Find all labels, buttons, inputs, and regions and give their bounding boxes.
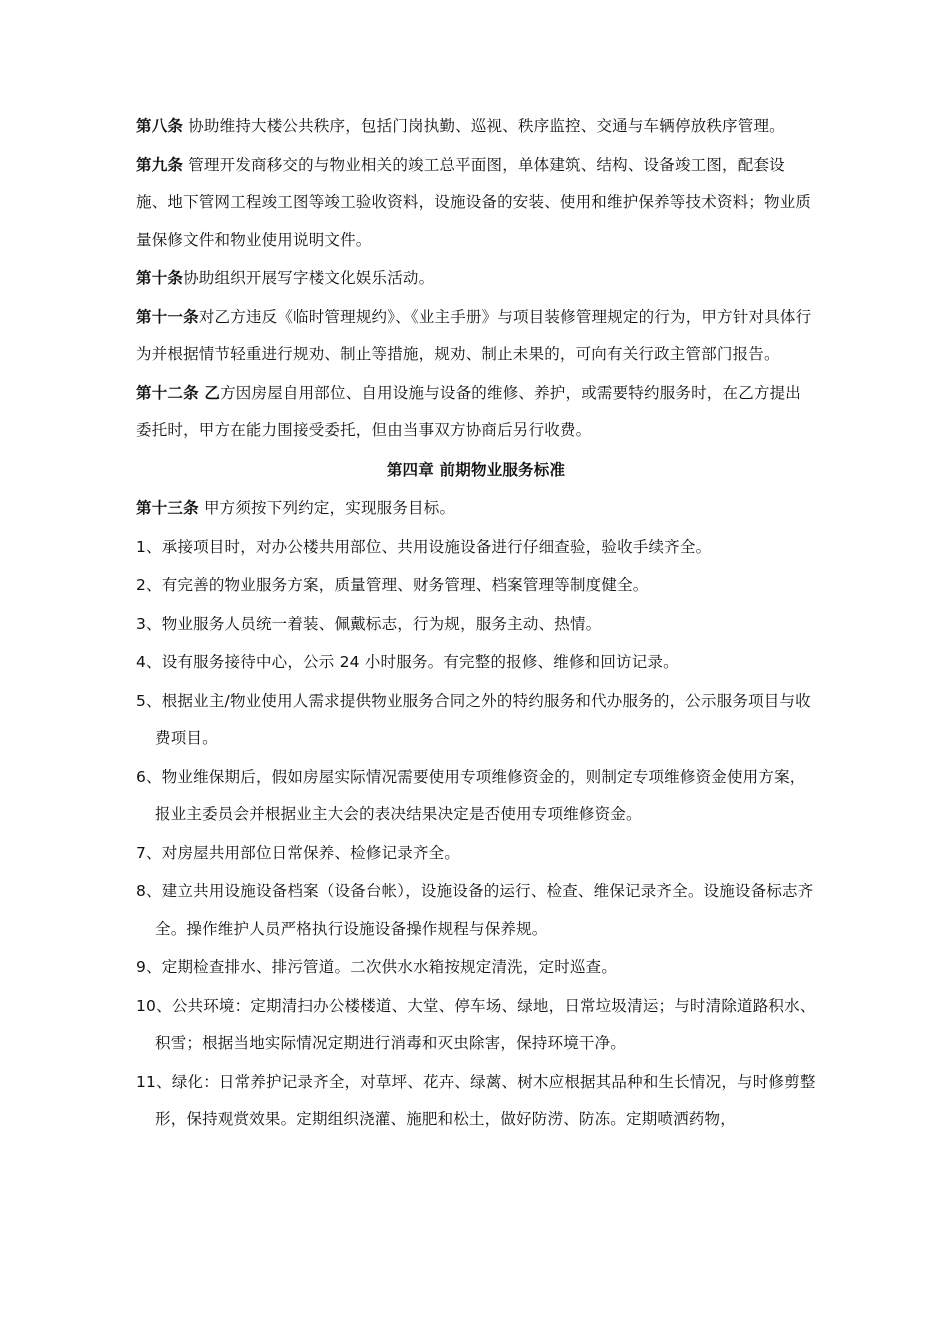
article-11 <box>136 299 816 374</box>
list-item: 7、对房屋共用部位日常保养、检修记录齐全。 <box>136 843 461 862</box>
article-number: 第十一条 <box>136 307 199 326</box>
article-text: 方因房屋自用部位、自用设施与设备的维修、养护，或需要特约服务时，在乙方提出委托时，甲方在能力围接受委托，但由当事双方协商后另行收费。 <box>136 383 802 439</box>
list-item: 8、建立共用设施设备档案（设备台帐），设施设备的运行、检查、维保记录齐全。设施设备标志齐全。操作维护人员严格执行设施设备操作规程与保养规。 <box>136 882 814 938</box>
article-text: 对乙方违反《临时管理规约》、《业主手册》与项目装修管理规定的行为，甲方针对具体行为并根据情节轻重进行规劝、制止等措施，规劝、制止未果的，可向有关行政主管部门报告。 <box>136 307 812 363</box>
article-number: 第八条 <box>136 117 184 135</box>
article-text: 管理开发商移交的与物业相关的竣工总平面图，单体建筑、结构、设备竣工图，配套设施、地下管网工程竣工图等竣工验收资料，设施设备的安装、使用和维护保养等技术资料；物业质量保修文件和物业使用说明文件。 <box>136 155 812 249</box>
article-10 <box>136 260 816 298</box>
list-item: 5、根据业主/物业使用人需求提供物业服务合同之外的特约服务和代办服务的，公示服务项目与收费项目。 <box>136 691 811 747</box>
article-13 <box>136 490 816 528</box>
chapter-title: 第四章 前期物业服务标准 <box>386 460 566 479</box>
article-8 <box>136 108 816 146</box>
article-number: 第九条 <box>136 155 184 174</box>
article-text: 协助组织开展写字楼文化娱乐活动。 <box>183 269 435 287</box>
article-number: 第十三条 <box>136 499 199 517</box>
article-text: 甲方须按下列约定，实现服务目标。 <box>198 499 456 517</box>
list-item: 11、绿化：日常养护记录齐全，对草坪、花卉、绿蓠、树木应根据其品种和生长情况，与时修剪整形，保持观赏效果。定期组织浇灌、施肥和松土，做好防涝、防冻。定期喷洒药物， <box>136 1072 816 1128</box>
list-item: 10、公共环境：定期清扫办公楼楼道、大堂、停车场、绿地，日常垃圾清运；与时清除道路积水、积雪；根据当地实际情况定期进行消毒和灭虫除害，保持环境干净。 <box>136 996 816 1052</box>
list-item: 4、设有服务接待中心，公示 24 小时服务。有完整的报修、维修和回访记录。 <box>136 653 679 671</box>
document-page <box>136 108 816 1140</box>
list-item: 6、物业维保期后，假如房屋实际情况需要使用专项维修资金的，则制定专项维修资金使用方案，报业主委员会并根据业主大会的表决结果决定是否使用专项维修资金。 <box>136 767 806 823</box>
article-text: 协助维持大楼公共秩序，包括门岗执勤、巡视、秩序监控、交通与车辆停放秩序管理。 <box>183 117 785 135</box>
article-9 <box>136 147 816 260</box>
list-item: 3、物业服务人员统一着装、佩戴标志，行为规，服务主动、热情。 <box>136 614 602 633</box>
article-number: 第十二条 乙 <box>136 383 221 402</box>
article-12 <box>136 375 816 450</box>
article-number: 第十条 <box>136 269 184 287</box>
list-item: 2、有完善的物业服务方案，质量管理、财务管理、档案管理等制度健全。 <box>136 576 649 594</box>
list-item: 9、定期检查排水、排污管道。二次供水水箱按规定清洗，定时巡查。 <box>136 958 618 976</box>
list-item: 1、承接项目时，对办公楼共用部位、共用设施设备进行仔细查验，验收手续齐全。 <box>136 537 712 556</box>
